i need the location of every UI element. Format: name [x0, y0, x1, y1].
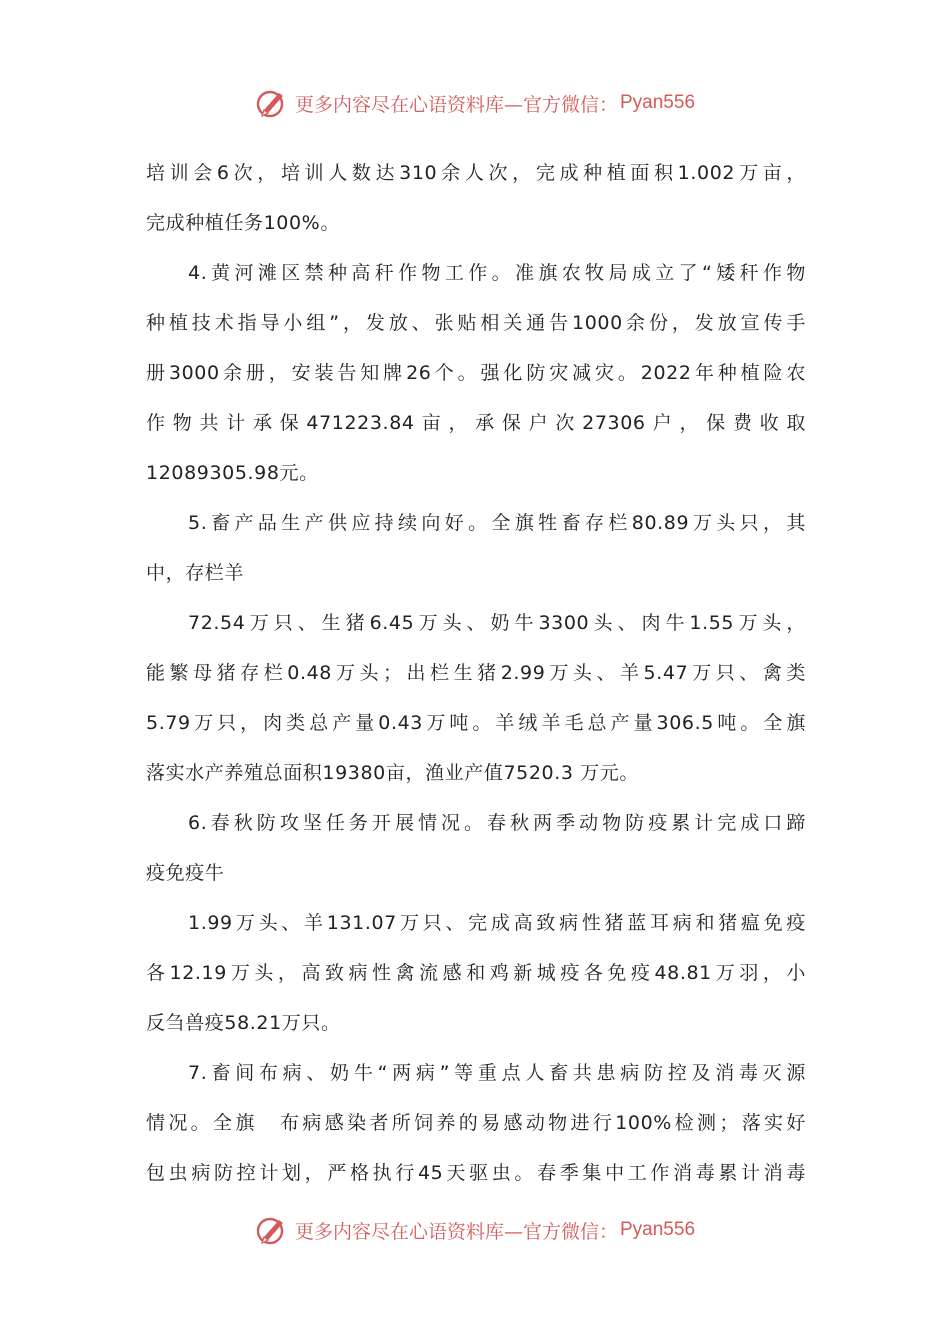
body-line: 培训会6次，培训人数达310余人次，完成种植面积1.002万亩， — [146, 162, 806, 184]
body-line: 能繁母猪存栏0.48万头；出栏生猪2.99万头、羊5.47万只、禽类 — [146, 662, 806, 684]
body-line: 7.畜间布病、奶牛“两病”等重点人畜共患病防控及消毒灭源 — [188, 1062, 806, 1084]
header-watermark — [0, 83, 950, 123]
footer-wechat-id: Pyan556 — [620, 1219, 696, 1240]
body-line: 4.黄河滩区禁种高秆作物工作。准旗农牧局成立了“矮秆作物 — [188, 262, 806, 284]
body-line: 落实水产养殖总面积19380亩，渔业产值7520.3 万元。 — [146, 762, 639, 784]
pen-nib-circle-icon — [255, 86, 289, 120]
pen-nib-circle-icon — [255, 1213, 289, 1247]
header-site-text: 更多内容尽在心语资料库—官方微信： — [294, 93, 618, 116]
body-line: 中，存栏羊 — [146, 562, 245, 584]
body-line: 72.54万只、生猪6.45万头、奶牛3300头、肉牛1.55万头， — [188, 612, 806, 634]
body-line: 6.春秋防攻坚任务开展情况。春秋两季动物防疫累计完成口蹄 — [188, 812, 806, 834]
footer-watermark — [0, 1210, 950, 1250]
body-line: 完成种植任务100%。 — [146, 212, 340, 234]
body-line: 1.99万头、羊131.07万只、完成高致病性猪蓝耳病和猪瘟免疫 — [188, 912, 806, 934]
body-line: 册3000余册，安装告知牌26个。强化防灾减灾。2022年种植险农 — [146, 362, 806, 384]
body-line: 12089305.98元。 — [146, 462, 319, 484]
body-line: 情况。全旗 布病感染者所饲养的易感动物进行100%检测；落实好 — [146, 1112, 806, 1134]
document-body — [146, 148, 806, 1198]
footer-site-text: 更多内容尽在心语资料库—官方微信： — [294, 1220, 618, 1243]
body-line: 反刍兽疫58.21万只。 — [146, 1012, 341, 1034]
header-wechat-id: Pyan556 — [620, 92, 696, 113]
body-line: 5.79万只，肉类总产量0.43万吨。羊绒羊毛总产量306.5吨。全旗 — [146, 712, 806, 734]
body-line: 5.畜产品生产供应持续向好。全旗牲畜存栏80.89万头只，其 — [188, 512, 806, 534]
body-line: 种植技术指导小组”，发放、张贴相关通告1000余份，发放宣传手 — [146, 312, 806, 334]
body-line: 包虫病防控计划，严格执行45天驱虫。春季集中工作消毒累计消毒 — [146, 1162, 806, 1184]
body-line: 各12.19万头，高致病性禽流感和鸡新城疫各免疫48.81万羽，小 — [146, 962, 806, 984]
body-line: 疫免疫牛 — [146, 862, 225, 884]
body-line: 作物共计承保471223.84亩，承保户次27306户，保费收取 — [146, 412, 806, 434]
